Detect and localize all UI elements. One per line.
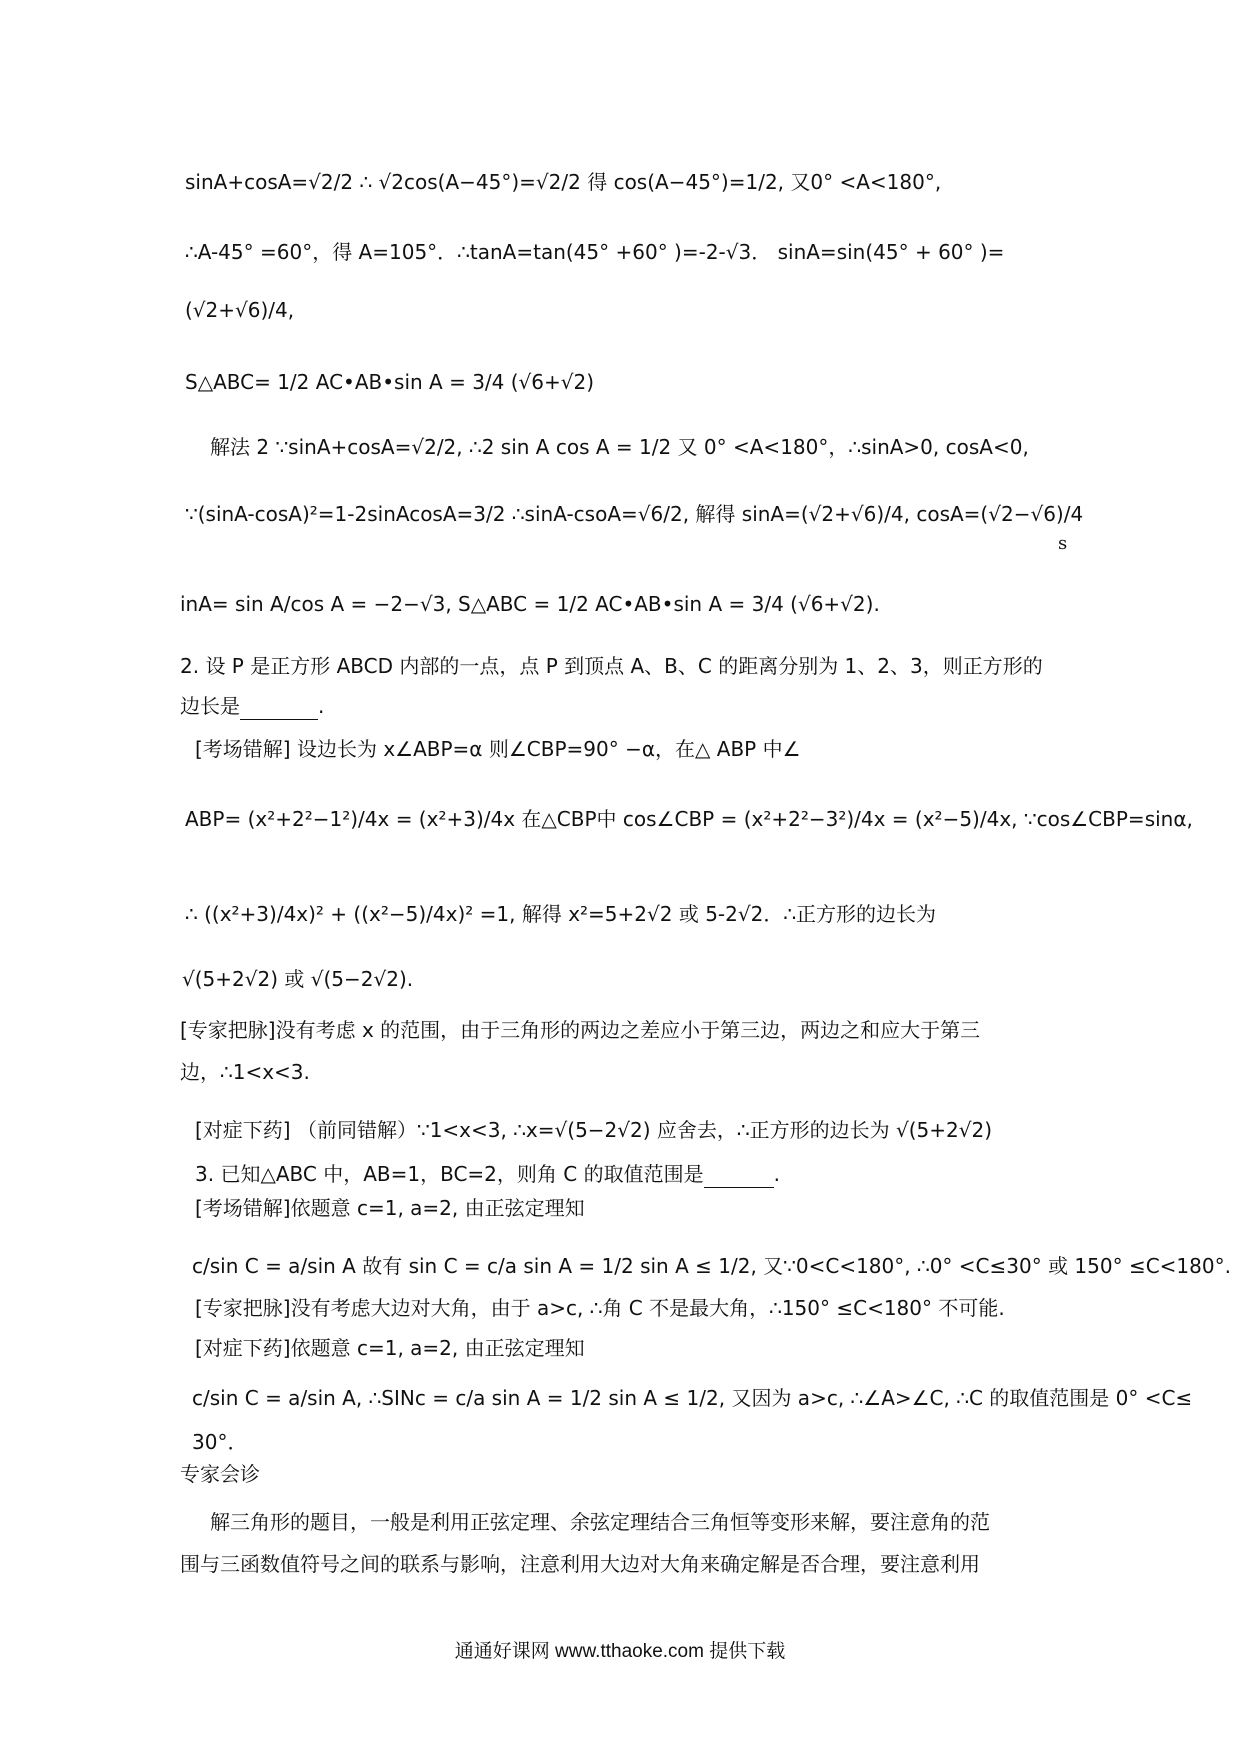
problem2-error-text: 设边长为 x∠ABP=α 则∠CBP=90° −α，在△ ABP 中∠: [296, 737, 801, 761]
problem3-remedy-eq: c/sin C = a/sin A, ∴SINc = c/a sin A = 1/2 sin A ≤ 1/2, 又因为 a>c, ∴∠A>∠C, ∴C 的取值范围是 0° <C≤: [192, 1386, 1193, 1410]
problem2-error-label: [考场错解]: [195, 737, 291, 761]
problem2-error-eq2: ∴ ((x²+3)/4x)² + ((x²−5)/4x)² =1, 解得 x²=5+2√2 或 5-2√2．∴正方形的边长为: [185, 902, 937, 926]
problem3-remedy-line: [195, 1334, 1095, 1362]
problem3-expert-label: [专家把脉]: [195, 1296, 291, 1320]
problem2-remedy-text: （前同错解）∵1<x<3, ∴x=√(5−2√2) 应舍去，∴正方形的边长为 √(5+2√2): [296, 1118, 993, 1142]
problem3-expert-text: 没有考虑大边对大角，由于 a>c, ∴角 C 不是最大角，∴150° ≤C<180° 不可能.: [290, 1296, 1005, 1320]
problem2-remedy-label: [对症下药]: [195, 1118, 291, 1142]
expert-title: 专家会诊: [180, 1462, 260, 1486]
problem2-expert-line-a: [180, 1016, 1080, 1044]
problem3-stem: 3. 已知△ABC 中，AB=1，BC=2，则角 C 的取值范围是: [195, 1162, 704, 1186]
problem2-stem-b: 边长是 .: [180, 694, 325, 718]
problem3-expert-line: [195, 1294, 1095, 1322]
solution1-line2: ∴A-45° =60°，得 A=105°．∴tanA=tan(45° +60° )=-2-√3． sinA=sin(45° + 60° )=: [185, 240, 1005, 264]
solution1-line4: S△ABC= 1/2 AC•AB•sin A = 3/4 (√6+√2): [185, 370, 595, 394]
problem2-error-line: [195, 735, 1095, 763]
problem2-expert-line-b: 边，∴1<x<3.: [180, 1060, 310, 1084]
problem2-stem-b-text: 边长是: [180, 694, 240, 718]
problem2-expert-label: [专家把脉]: [180, 1018, 276, 1042]
problem3-remedy-eq-tail: 30°．: [192, 1430, 248, 1454]
problem3-error-line: [195, 1194, 1095, 1222]
problem3-remedy-label: [对症下药]: [195, 1336, 291, 1360]
problem3-remedy-text: 依题意 c=1, a=2, 由正弦定理知: [290, 1336, 585, 1360]
problem2-error-eq3: √(5+2√2) 或 √(5−2√2).: [182, 967, 414, 991]
side-letter-s: s: [1058, 533, 1068, 554]
solution2-line1: 解法 2 ∵sinA+cosA=√2/2, ∴2 sin A cos A = 1/2 又 0° <A<180°，∴sinA>0, cosA<0,: [210, 435, 1029, 459]
problem2-remedy-line: [195, 1116, 1095, 1144]
solution1-line1: sinA+cosA=√2/2 ∴ √2cos(A−45°)=√2/2 得 cos(A−45°)=1/2, 又0° <A<180°,: [185, 170, 942, 194]
solution2-line2: ∵(sinA-cosA)²=1-2sinAcosA=3/2 ∴sinA-csoA=√6/2, 解得 sinA=(√2+√6)/4, cosA=(√2−√6)/4: [185, 502, 1084, 526]
problem3-error-label: [考场错解]: [195, 1196, 291, 1220]
answer-blank: [240, 699, 318, 720]
problem3-stem-line: 3. 已知△ABC 中，AB=1，BC=2，则角 C 的取值范围是 .: [195, 1162, 780, 1186]
page-footer: 通通好课网 www.tthaoke.com 提供下载: [454, 1641, 786, 1662]
problem2-expert-text-a: 没有考虑 x 的范围，由于三角形的两边之差应小于第三边，两边之和应大于第三: [275, 1018, 981, 1042]
answer-blank-3: [704, 1167, 774, 1188]
solution1-line3: (√2+√6)/4,: [185, 298, 295, 322]
expert-paragraph-line2: 围与三函数值符号之间的联系与影响，注意利用大边对大角来确定解是否合理，要注意利用: [180, 1552, 980, 1576]
problem3-error-text: 依题意 c=1, a=2, 由正弦定理知: [290, 1196, 585, 1220]
problem2-stem-a: 2. 设 P 是正方形 ABCD 内部的一点，点 P 到顶点 A、B、C 的距离分别为 1、2、3，则正方形的: [180, 654, 1043, 678]
solution2-line3: inA= sin A/cos A = −2−√3, S△ABC = 1/2 AC•AB•sin A = 3/4 (√6+√2).: [180, 592, 880, 616]
problem2-error-eq1: ABP= (x²+2²−1²)/4x = (x²+3)/4x 在△CBP中 cos∠CBP = (x²+2²−3²)/4x = (x²−5)/4x, ∵cos∠CBP=sinα,: [185, 807, 1193, 831]
expert-paragraph-line1: 解三角形的题目，一般是利用正弦定理、余弦定理结合三角恒等变形来解，要注意角的范: [210, 1510, 990, 1534]
problem3-error-eq: c/sin C = a/sin A 故有 sin C = c/a sin A = 1/2 sin A ≤ 1/2, 又∵0<C<180°, ∴0° <C≤30° 或 150° ≤C<180°.: [192, 1254, 1231, 1278]
